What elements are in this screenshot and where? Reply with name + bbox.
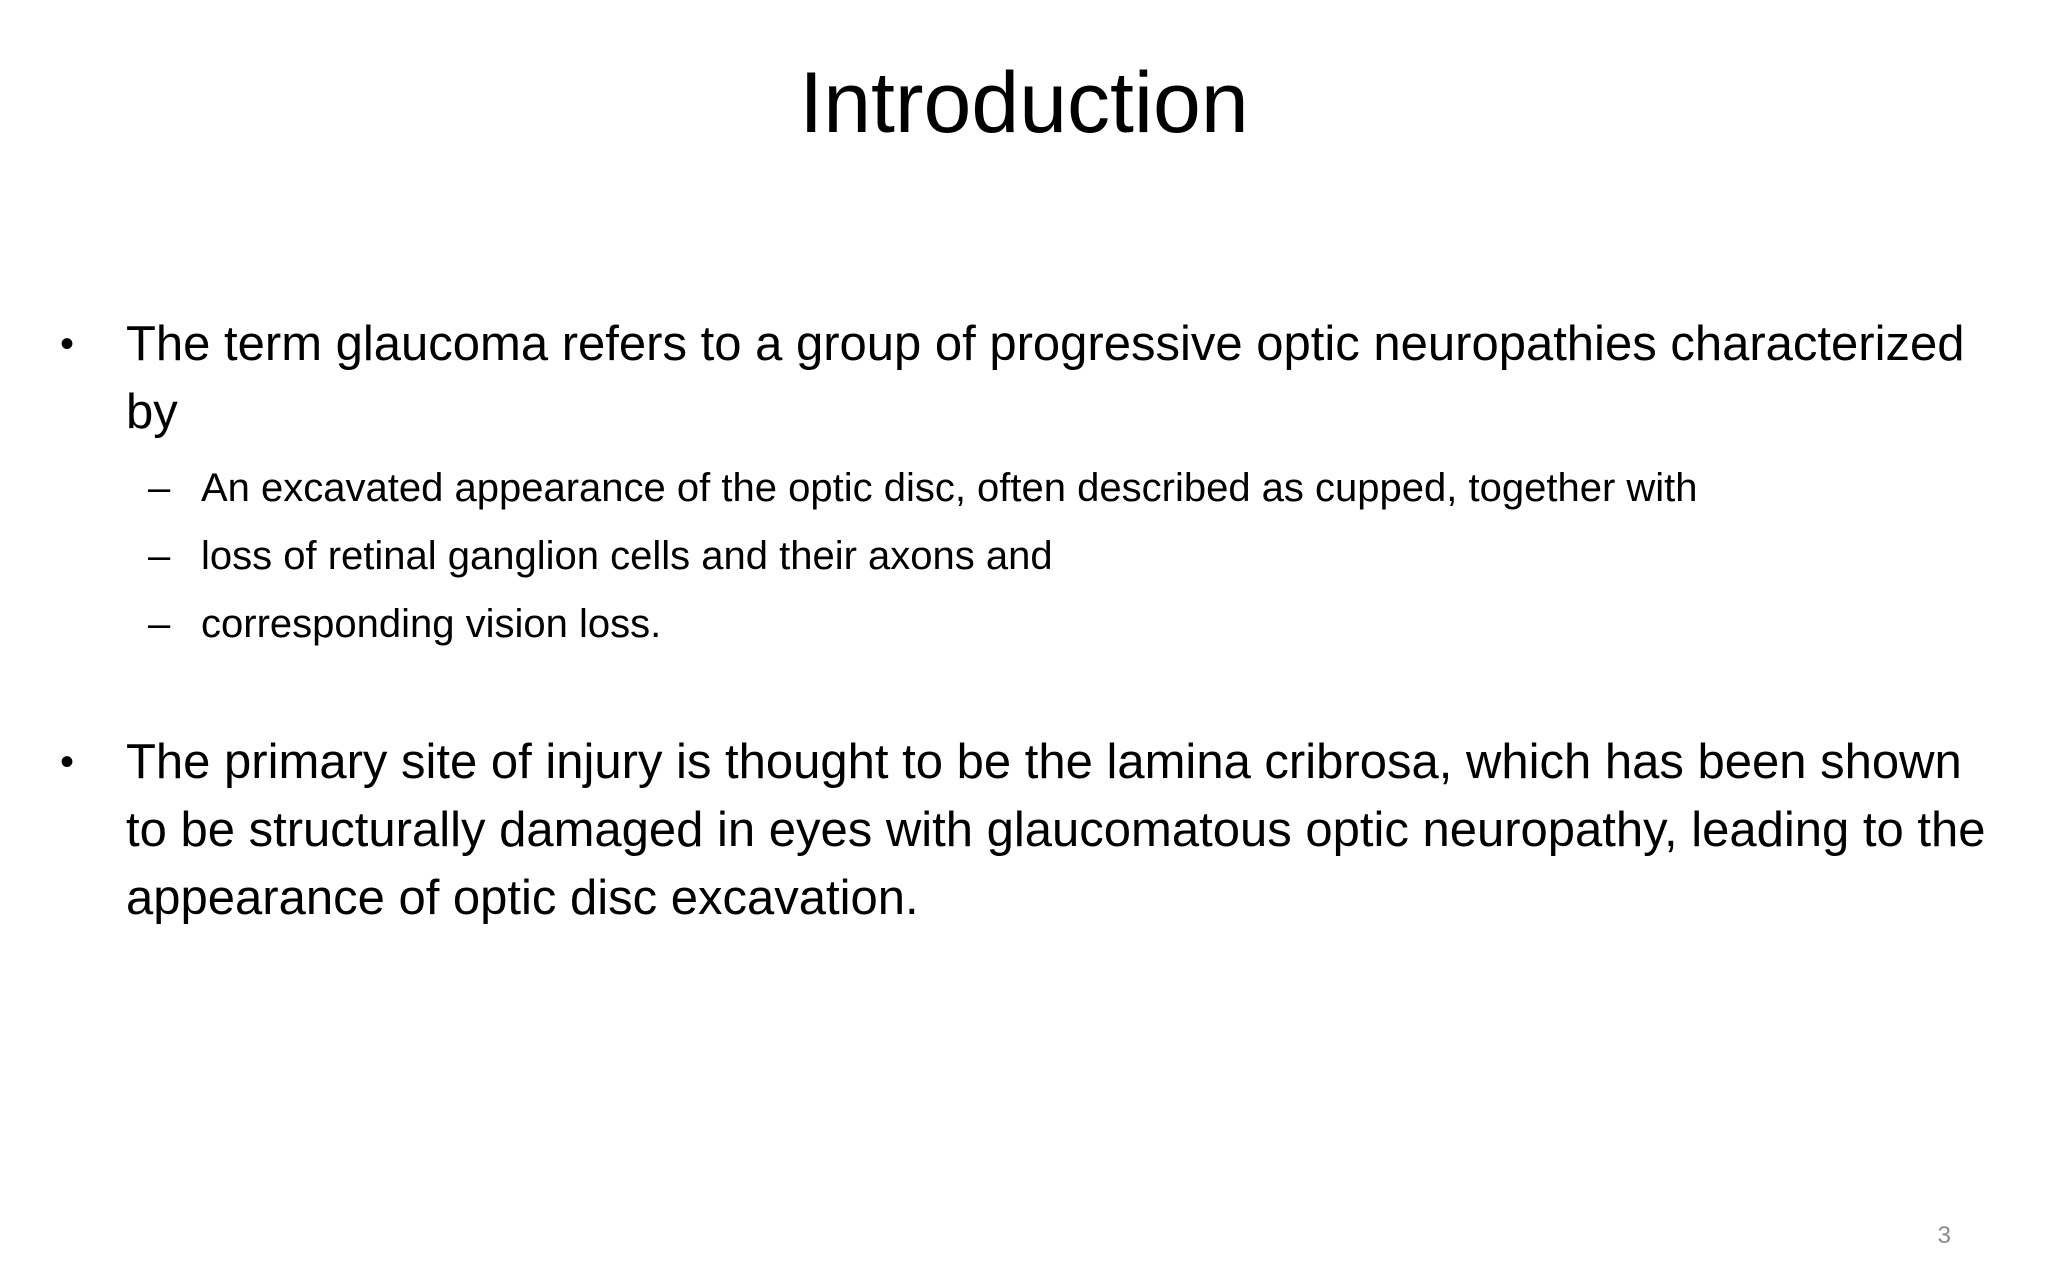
bullet-item <box>60 310 1990 446</box>
sub-bullet-list <box>60 454 1990 658</box>
slide-content <box>60 310 1990 932</box>
sub-bullet-text: An excavated appearance of the optic disc, often described as cupped, together with <box>201 466 1698 510</box>
dash-marker: – <box>148 466 171 510</box>
sub-bullet-text: corresponding vision loss. <box>201 602 662 646</box>
dash-marker: – <box>148 534 171 578</box>
bullet-marker: • <box>60 322 75 366</box>
bullet-item <box>60 728 1990 932</box>
sub-bullet-item <box>60 590 1990 658</box>
sub-bullet-text: loss of retinal ganglion cells and their axons and <box>201 534 1053 578</box>
bullet-text: The primary site of injury is thought to be the lamina cribrosa, which has been shown to be structurally damaged in eyes with glaucomatous optic neuropathy, leading to the appearance of optic disc excavation. <box>126 735 1986 925</box>
spacer <box>60 658 1990 728</box>
sub-bullet-item <box>60 454 1990 522</box>
bullet-text: The term glaucoma refers to a group of progressive optic neuropathies characterized by <box>126 317 1965 439</box>
dash-marker: – <box>148 602 171 646</box>
page-number: 3 <box>1937 1222 1951 1249</box>
bullet-marker: • <box>60 740 75 784</box>
sub-bullet-item <box>60 522 1990 590</box>
slide-title: Introduction <box>799 55 1249 151</box>
